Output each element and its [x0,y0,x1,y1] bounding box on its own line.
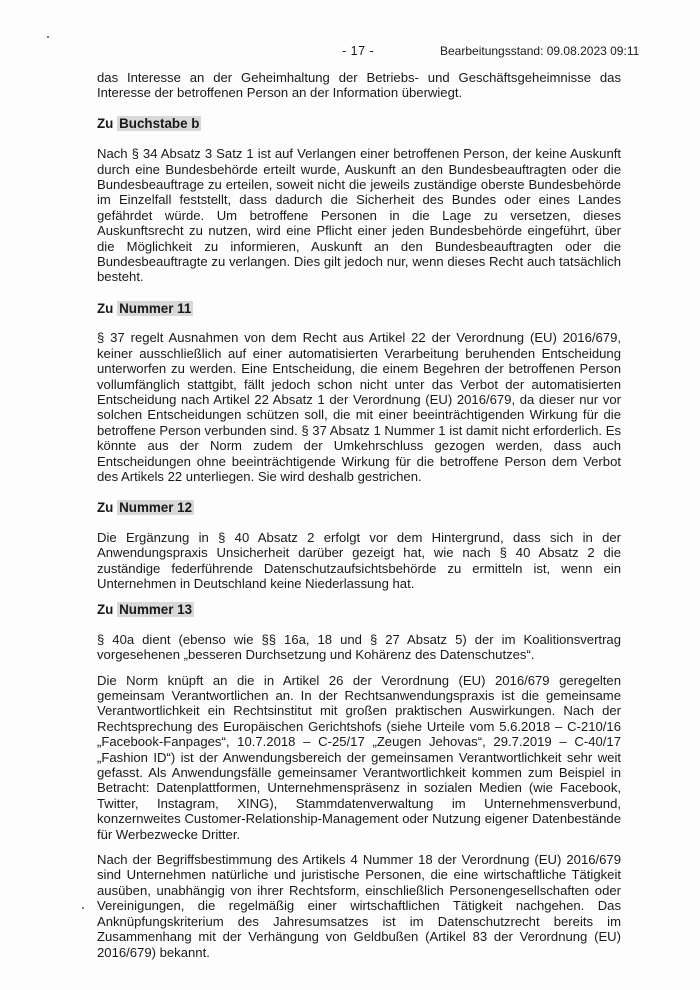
paragraph: Die Ergänzung in § 40 Absatz 2 erfolgt vor dem Hintergrund, dass sich in der Anwendungspraxis Unsicherheit darüber gezeigt hat, wie nach § 40 Absatz 2 die zuständige federführende Datenschutzaufsichtsbehörde zu ermitteln ist, wenn ein Unternehmen in Deutschland keine Niederlassung hat. [97,529,621,591]
paragraph: Nach § 34 Absatz 3 Satz 1 ist auf Verlangen einer betroffenen Person, der keine Auskunft durch eine Bundesbehörde erteilt wurde, Auskunft an den Bundesbeauftragten oder die Bundesbeauftrage zu erteilen, soweit nicht die jeweils zuständige oberste Bundesbehörde im Einzelfall feststellt, dass dadurch die Sicherheit des Bundes oder eines Landes gefährdet würde. Um betroffene Personen in die Lage zu versetzen, dieses Auskunftsrecht zu nutzen, wird eine Pflicht einer jeden Bundesbehörde eingeführt, über die Möglichkeit zu informieren, Auskunft an den Bundesbeauftragten oder die Bundesbeauftragte zu verlangen. Dies gilt jedoch nur, wenn dieses Recht auch tatsächlich besteht. [97,146,621,285]
document-body [97,70,621,960]
heading-prefix: Zu [97,115,118,131]
page-header [0,44,700,62]
section-heading-nummer-11 [97,301,621,316]
section-heading-nummer-12 [97,500,621,515]
paragraph: § 37 regelt Ausnahmen von dem Recht aus Artikel 22 der Verordnung (EU) 2016/679, keiner ausschließlich auf einer automatisierten Verarbeitung beruhenden Entscheidung unterworfen zu werden. Eine Entscheidung, die einem Begehren der betroffenen Person vollumfänglich stattgibt, fällt jedoch schon nicht unter das Verbot der automatisierten Entscheidung nach Artikel 22 Absatz 1 der Verordnung (EU) 2016/679, da dieser nur vor solchen Entscheidungen schützen soll, die mit einer beeinträchtigenden Wirkung für die betroffene Person verbunden sind. § 37 Absatz 1 Nummer 1 ist damit nicht erforderlich. Es könnte aus der Norm zudem der Umkehrschluss gezogen werden, dass auch Entscheidungen ohne beeinträchtigende Wirkung für die betroffene Person dem Verbot des Artikels 22 unterliegen. Sie wird deshalb gestrichen. [97,330,621,484]
heading-prefix: Zu [97,500,118,516]
page-number: - 17 - [342,44,375,58]
scan-speck [47,36,49,38]
paragraph: § 40a dient (ebenso wie §§ 16a, 18 und § 27 Absatz 5) der im Koalitionsvertrag vorgesehenen „besseren Durchsetzung und Kohärenz des Datenschutzes“. [97,631,621,663]
paragraph: Nach der Begriffsbestimmung des Artikels 4 Nummer 18 der Verordnung (EU) 2016/679 sind Unternehmen natürliche und juristische Personen, die eine wirtschaftliche Tätigkeit ausüben, unabhängig von ihrer Rechtsform, einschließlich Personengesellschaften oder Vereinigungen, die regelmäßig einer wirtschaftlichen Tätigkeit nachgehen. Das Anknüpfungskriterium des Jahresumsatzes ist im Datenschutzrecht bereits im Zusammenhang mit der Verhängung von Geldbußen (Artikel 83 der Verordnung (EU) 2016/679) bekannt. [97,852,621,960]
section-heading-buchstabe-b [97,116,621,131]
heading-label: Buchstabe b [119,115,200,131]
heading-label: Nummer 12 [119,500,193,516]
heading-label: Nummer 11 [119,300,192,316]
heading-prefix: Zu [97,300,118,316]
paragraph: das Interesse an der Geheimhaltung der Betriebs- und Geschäftsgeheimnisse das Interesse der betroffenen Person an der Information überwiegt. [97,70,621,101]
revision-status: Bearbeitungsstand: 09.08.2023 09:11 [440,44,640,58]
scan-speck [82,907,84,909]
heading-label: Nummer 13 [119,602,193,618]
heading-prefix: Zu [97,602,118,618]
paragraph: Die Norm knüpft an die in Artikel 26 der Verordnung (EU) 2016/679 geregelten gemeinsam Verantwortlichen an. In der Rechtsanwendungspraxis ist die gemeinsame Verantwortlichkeit ein Rechtsinstitut mit großen praktischen Auswirkungen. Nach der Rechtsprechung des Europäischen Gerichtshofs (siehe Urteile vom 5.6.2018 – C-210/16 „Facebook-Fanpages“, 10.7.2018 – C-25/17 „Zeugen Jehovas“, 29.7.2019 – C-40/17 „Fashion ID“) ist der Anwendungsbereich der gemeinsamen Verantwortlichkeit sehr weit gefasst. Als Anwendungsfälle gemeinsamer Verantwortlichkeit kommen zum Beispiel in Betracht: Datenplattformen, Unternehmenspräsenz in sozialen Medien (wie Facebook, Twitter, Instagram, XING), Stammdatenverwaltung im Unternehmensverbund, konzernweites Customer-Relationship-Management oder Nutzung eigener Datenbestände für Werbezwecke Dritter. [97,672,621,842]
section-heading-nummer-13 [97,602,621,617]
